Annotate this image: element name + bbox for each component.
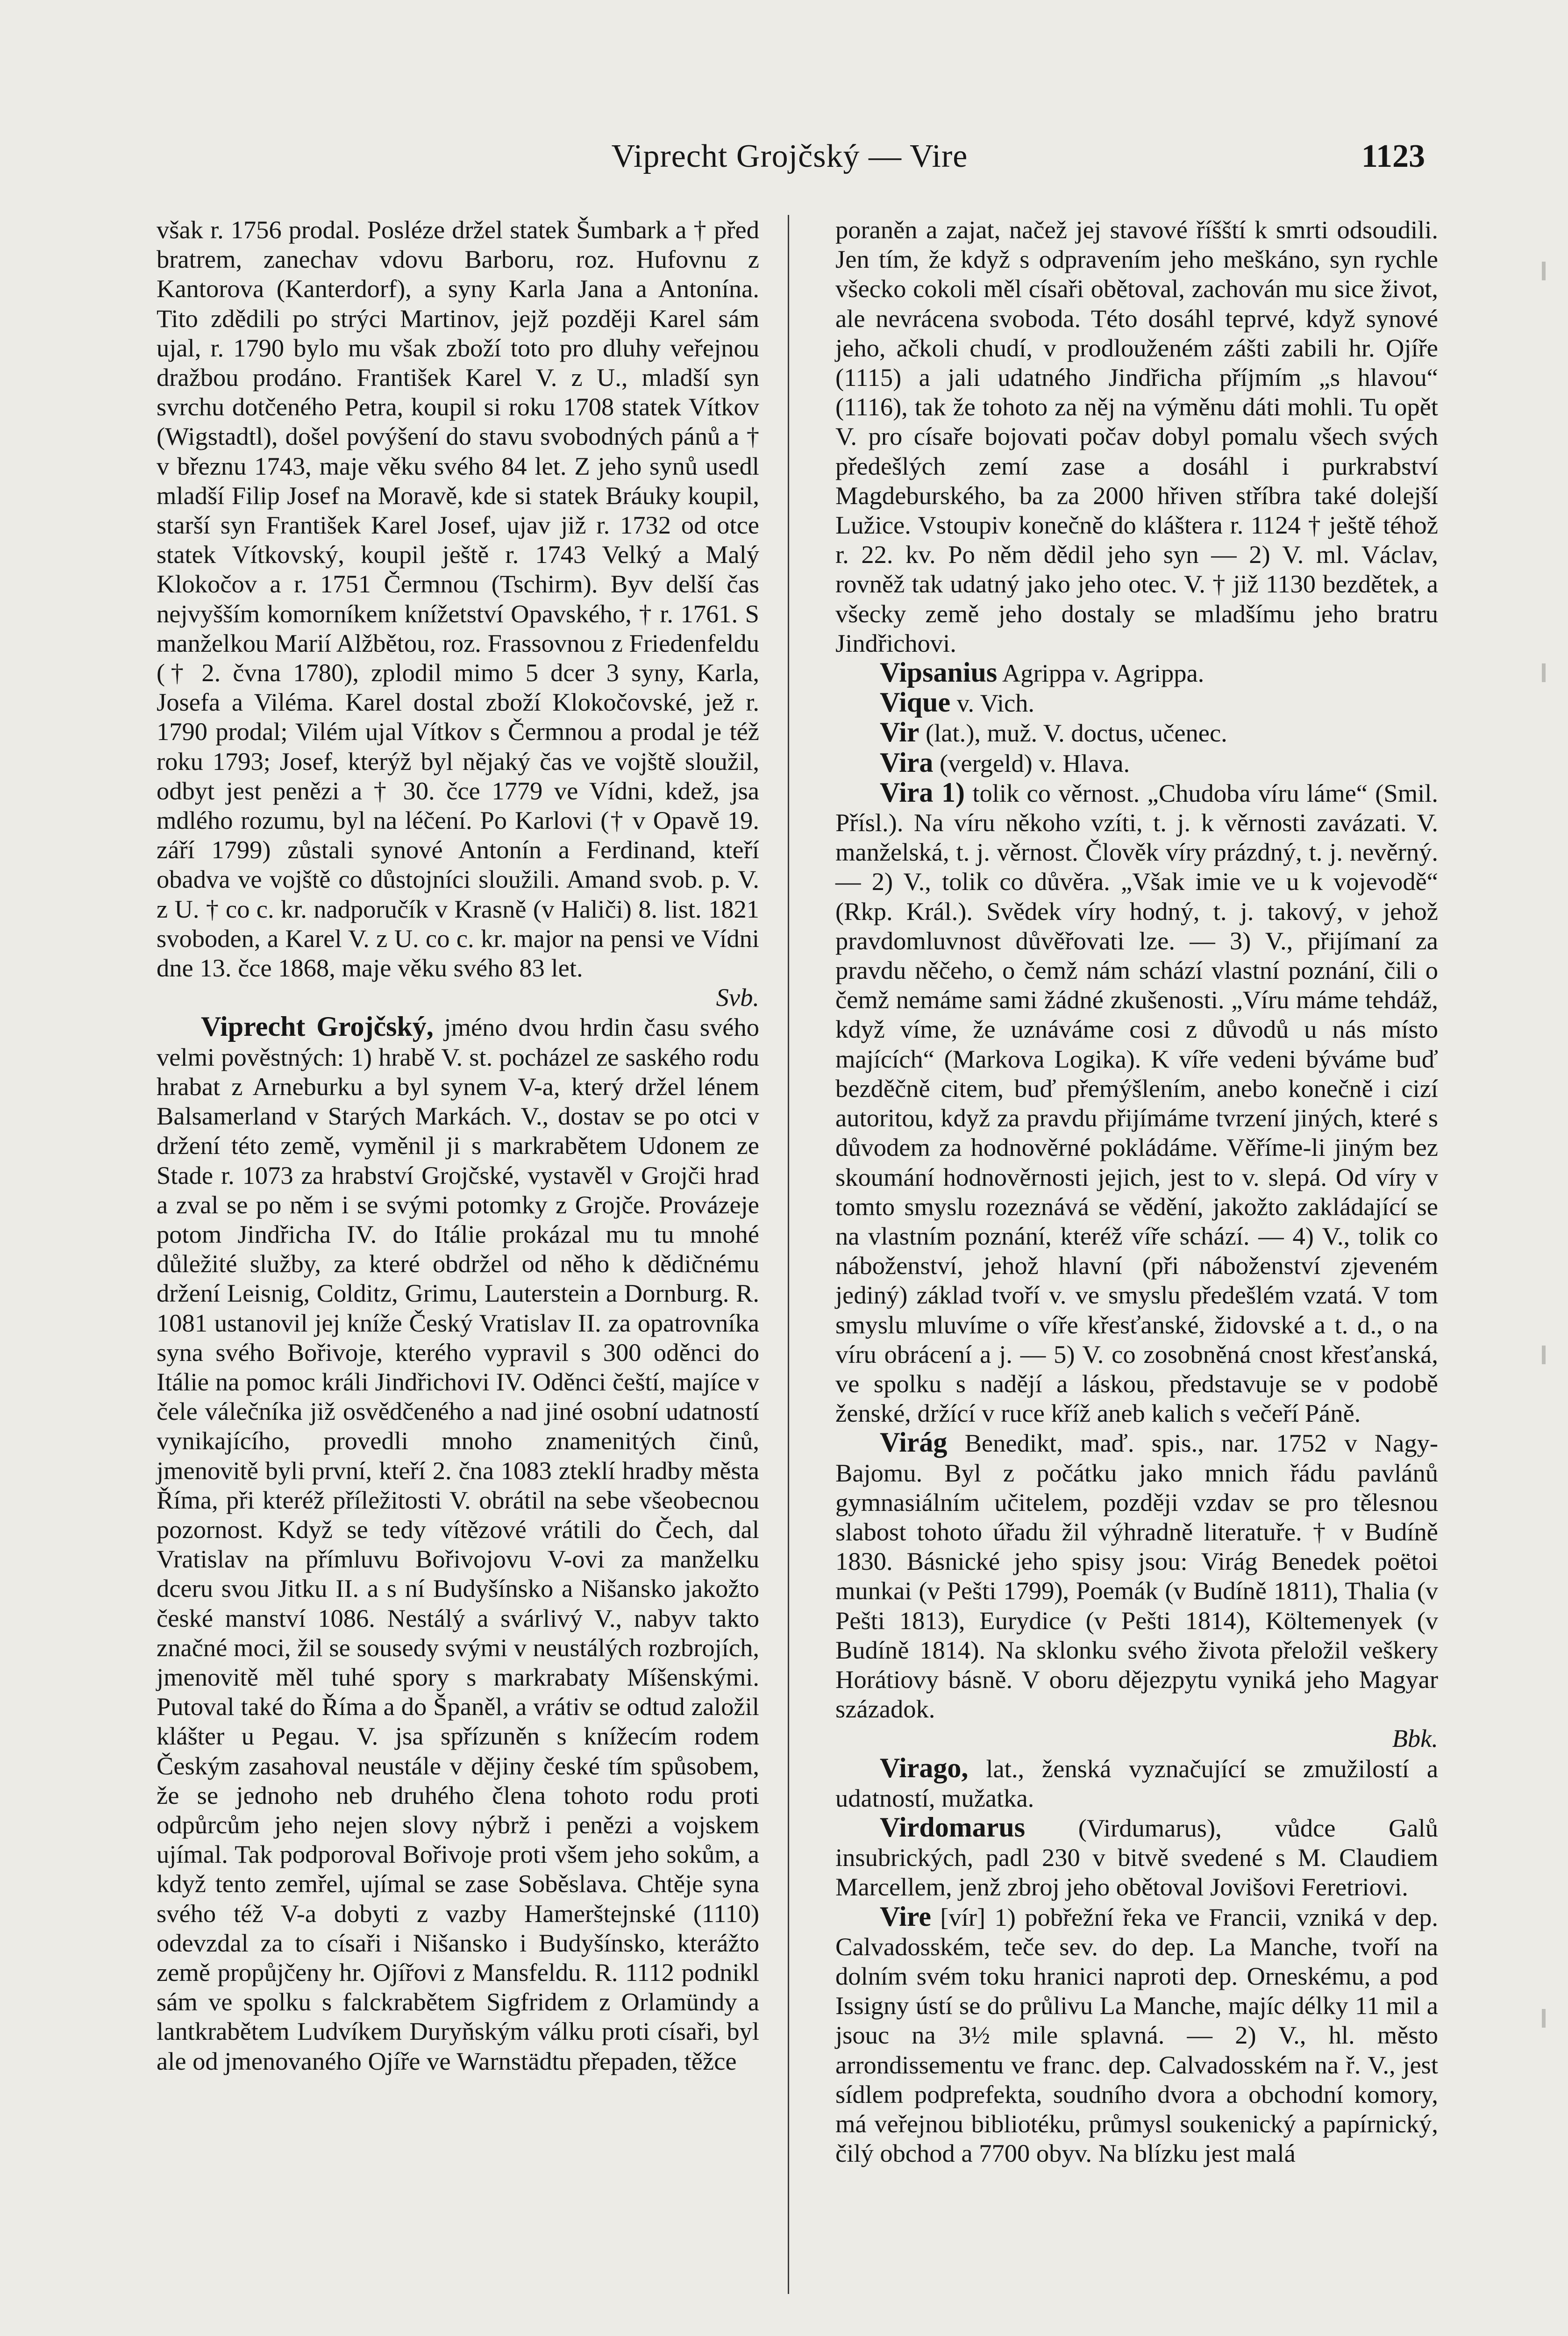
- entry-text: Agrippa v. Agrippa.: [1002, 659, 1205, 688]
- entry-text: lat., ženská vyznačující se zmužilostí a udatností, mužatka.: [835, 1754, 1439, 1812]
- entry-continuation: [157, 215, 759, 1012]
- margin-mark: [1542, 1346, 1546, 1364]
- margin-mark: [1542, 2009, 1546, 2028]
- entry-headword: Vira: [880, 747, 934, 778]
- right-column: [835, 215, 1438, 2168]
- author-signature: Bbk.: [1392, 1724, 1438, 1753]
- entry-headword: Vir: [880, 717, 919, 748]
- entry-virdomarus: [835, 1813, 1438, 1902]
- entry-vira-vergeld: [835, 748, 1438, 778]
- author-signature: Svb.: [716, 983, 759, 1012]
- entry-headword: Vira 1): [880, 776, 965, 808]
- margin-mark: [1542, 663, 1546, 682]
- entry-virago: [835, 1753, 1438, 1813]
- entry-headword: Vique: [880, 687, 951, 718]
- entry-headword: Virág: [880, 1427, 948, 1458]
- column-divider: [788, 215, 789, 2294]
- entry-headword: Viprecht Grojčský,: [201, 1011, 434, 1042]
- left-column: [157, 215, 759, 2076]
- entry-viprecht: [157, 1012, 759, 2075]
- entry-text: tolik co věrnost. „Chudoba víru láme“ (Smil. Přísl.). Na víru někoho vzíti, t. j. k věrnosti zavázati. V. manželská, t. j. věrnost. Člověk víry prázdný, t. j. nevěrný. — 2) V., tolik co důvěra. „Však imie ve u k vojevodě“ (Rkp. Král.). Svědek víry hodný, t. j. takový, v jehož pravdomluvnost důvěřovati lze. — 3) V., přijímaní za pravdu něčeho, o čemž nám schází vlastní poznání, čili o čemž nemáme sami žádné zkušenosti. „Víru máme tehdáž, když víme, že uznáváme cosi z důvodů u nás místo majících“ (Markova Logika). K víře vedeni býváme buď bezděčně citem, buď přemýšlením, anebo konečně i cizí autoritou, když za pravdu přijímáme tvrzení jiných, které s důvodem za hodnověrné pokládáme. Věříme-li jiným bez skoumání hodnověrnosti jejich, jest to v. slepá. Od víry v tomto smyslu rozeznává se vědění, jakožto zakládající se na vlastním poznání, kteréž víře schází. — 4) V., tolik co náboženství, jehož hlavní (při náboženství zjeveném jediný) základ tvoří v. ve smyslu předešlém vzatá. V tom smyslu mluvíme o víře křesťanské, židovské a t. d., o na víru obrácení a j. — 5) V. co zosobněná cnost křesťanská, ve spolku s nadějí a láskou, představuje se v podobě ženské, držící v ruce kříž aneb kalich s večeří Páně.: [835, 778, 1438, 1428]
- running-title: Viprecht Grojčský — Vire: [611, 138, 968, 174]
- entry-vir: [835, 718, 1438, 748]
- entry-text: (Virdumarus), vůdce Galů insubrických, padl 230 v bitvě svedené s M. Claudiem Marcellem, jenž zbroj jeho obětoval Jovišovi Feretriovi.: [835, 1813, 1438, 1902]
- entry-headword: Vire: [880, 1901, 931, 1932]
- entry-text: [vír] 1) pobřežní řeka ve Francii, vzniká v dep. Calvadosském, teče sev. do dep. La Manche, tvoří na dolním svém toku hranici naproti dep. Orneskému, a pod Issigny ústí se do průlivu La Manche, majíc délky 11 mil a jsouc na 3½ mile splavná. — 2) V., hl. město arrondissementu ve franc. dep. Calvadosském na ř. V., jest sídlem podprefekta, soudního dvora a obchodní komory, má veřejnou bibliotéku, průmysl soukenický a papírnický, čilý obchod a 7700 obyv. Na blízku jest malá: [835, 1902, 1438, 2168]
- entry-headword: Virdomarus: [880, 1811, 1026, 1843]
- page-header: [154, 133, 1425, 189]
- entry-text: Benedikt, maď. spis., nar. 1752 v Nagy-Bajomu. Byl z počátku jako mnich řádu pavlánů gymnasiálním učitelem, později vzdav se pro tělesnou slabost tohoto úřadu žil výhradně literatuře. † v Budíně 1830. Básnické jeho spisy jsou: Virág Benedek poëtoi munkai (v Pešti 1799), Poemák (v Budíně 1811), Thalia (v Pešti 1813), Eurydice (v Pešti 1814), Költemenyek (v Budíně 1814). Na sklonku svého života přeložil veškery Horátiovy básně. V oboru dějezpytu vyniká jeho Magyar századok.: [835, 1429, 1439, 1724]
- entry-continuation: [835, 215, 1438, 658]
- entry-vique: [835, 688, 1438, 718]
- entry-vire: [835, 1902, 1438, 2168]
- entry-text: v. Vich.: [956, 689, 1035, 718]
- entry-headword: Vipsanius: [880, 657, 998, 688]
- margin-mark: [1542, 262, 1546, 280]
- entry-virag: [835, 1428, 1438, 1753]
- entry-headword: Virago,: [880, 1752, 969, 1783]
- entry-text: (lat.), muž. V. doctus, učenec.: [926, 719, 1227, 748]
- entry-text: jméno dvou hrdin času svého velmi pověstných: 1) hrabě V. st. pocházel ze saského rodu hrabat z Arneburku a byl synem V-a, který držel lénem Balsamerland v Starých Markách. V., dostav se po otci v držení této země, vyměnil ji s markrabětem Udonem ze Stade r. 1073 za hrabství Grojčské, vystavěl v Grojči hrad a zval se po něm i se svými potomky z Grojče. Provázeje potom Jindřicha IV. do Itálie prokázal mu tu mnohé důležité služby, za které obdržel od něho k dědičnému držení Leisnig, Colditz, Grimu, Lauterstein a Dornburg. R. 1081 ustanovil jej kníže Český Vratislav II. za opatrovníka syna svého Bořivoje, kterého vypravil s 300 oděnci do Itálie na pomoc králi Jindřichovi IV. Oděnci čeští, majíce v čele válečníka již osvědčeného a nad jiné osobní udatností vynikajícího, provedli mnoho znamenitých činů, jmenovitě byli první, kteří 2. čna 1083 zteklí hradby města Říma, při kteréž příležitosti V. obrátil na sebe všeobecnou pozornost. Když se tedy vítězové vrátili do Čech, dal Vratislav na přímluvu Bořivojovu V-ovi za manželku dceru svou Jitku II. a s ní Budyšínsko a Nišansko jakožto české manství 1086. Nestálý a svárlivý V., nabyv takto značné moci, žil se sousedy svými v neustálých rozbrojích, jmenovitě měl tuhé spory s markrabaty Míšenskými. Putoval také do Říma a do Španěl, a vrátiv se odtud založil klášter u Pegau. V. jsa spřízuněn s knížecím rodem Českým zasahoval neustále v dějiny české tím spůsobem, že se jednoho neb druhého člena tohoto rodu proti odpůrcům jeho nejen slovy nýbrž i penězi a vojskem ujímal. Tak podporoval Bořivoje proti všem jeho sokům, a když tento zemřel, ujímal se zase Soběslava. Chtěje syna svého též V-a dobyti z vazby Hamerštejnské (1110) odevzdal za to císaři i Nišansko i Budyšínsko, kterážto země propůjčeny hr. Ojířovi z Mansfeldu. R. 1112 podnikl sám ve spolku s falckrabětem Sigfridem z Orlamündy a lantkrabětem Ludvíkem Duryňským válku proti císaři, byl ale od jmenovaného Ojíře ve Warnstädtu přepaden, těžce: [157, 1013, 759, 2075]
- page-number: 1123: [1361, 138, 1425, 174]
- entry-text: poraněn a zajat, načež jej stavové říšští k smrti odsoudili. Jen tím, že když s odpravením jeho meškáno, syn rychle všecko cokoli měl císaři obětoval, zachován mu sice život, ale nevrácena svoboda. Této dosáhl teprvé, když synové jeho, ačkoli chudí, v prodlouženém zášti zabili hr. Ojíře (1115) a jali udatného Jindřicha příjmím „s hlavou“ (1116), tak že tohoto za něj na výměnu dáti mohli. Tu opět V. pro císaře bojovati počav dobyl pomalu všech svých předešlých zemí zase a dosáhl i purkrabství Magdeburského, ba za 2000 hřiven stříbra také dolejší Lužice. Vstoupiv konečně do kláštera r. 1124 † ještě téhož r. 22. kv. Po něm dědil jeho syn — 2) V. ml. Václav, rovněž tak udatný jako jeho otec. V. † již 1130 bezdětek, a všecky země jeho dostaly se mladšímu jeho bratru Jindřichovi.: [835, 215, 1438, 657]
- entry-vira: [835, 778, 1438, 1428]
- entry-text: však r. 1756 prodal. Posléze držel statek Šumbark a † před bratrem, zanechav vdovu Barboru, roz. Hufovnu z Kantorova (Kanterdorf), a syny Karla Jana a Antonína. Tito zdědili po strýci Martinov, jejž později Karel sám ujal, r. 1790 bylo mu však zboží toto pro dluhy veřejnou dražbou prodáno. František Karel V. z U., mladší syn svrchu dotčeného Petra, koupil si roku 1708 statek Vítkov (Wigstadtl), došel povýšení do stavu svobodných pánů a † v březnu 1743, maje věku svého 84 let. Z jeho synů usedl mladší Filip Josef na Moravě, kde si statek Bráuky koupil, starší syn František Karel Josef, ujav již r. 1732 od otce statek Vítkovský, koupil ještě r. 1743 Velký a Malý Klokočov a r. 1751 Čermnou (Tschirm). Byv delší čas nejvyšším komorníkem knížetství Opavského, † r. 1761. S manželkou Marií Alžbětou, roz. Frassovnou z Friedenfeldu († 2. čvna 1780), zplodil mimo 5 dcer 3 syny, Karla, Josefa a Viléma. Karel dostal zboží Klokočovské, jež r. 1790 prodal; Vilém ujal Vítkov s Čermnou a prodal je též roku 1793; Josef, kterýž byl nějaký čas ve vojště sloužil, odbyt jest penězi a † 30. čce 1779 ve Vídni, kdež, jsa mdlého rozumu, byl na léčení. Po Karlovi († v Opavě 19. září 1799) zůstali synové Antonín a Ferdinand, kteří obadva ve vojště co důstojníci sloužili. Amand svob. p. V. z U. † co c. kr. nadporučík v Krasně (v Haliči) 8. list. 1821 svoboden, a Karel V. z U. co c. kr. major na pensi ve Vídni dne 13. čce 1868, maje věku svého 83 let.: [157, 215, 759, 983]
- entry-text: (vergeld) v. Hlava.: [940, 748, 1130, 777]
- entry-vipsanius: [835, 658, 1438, 688]
